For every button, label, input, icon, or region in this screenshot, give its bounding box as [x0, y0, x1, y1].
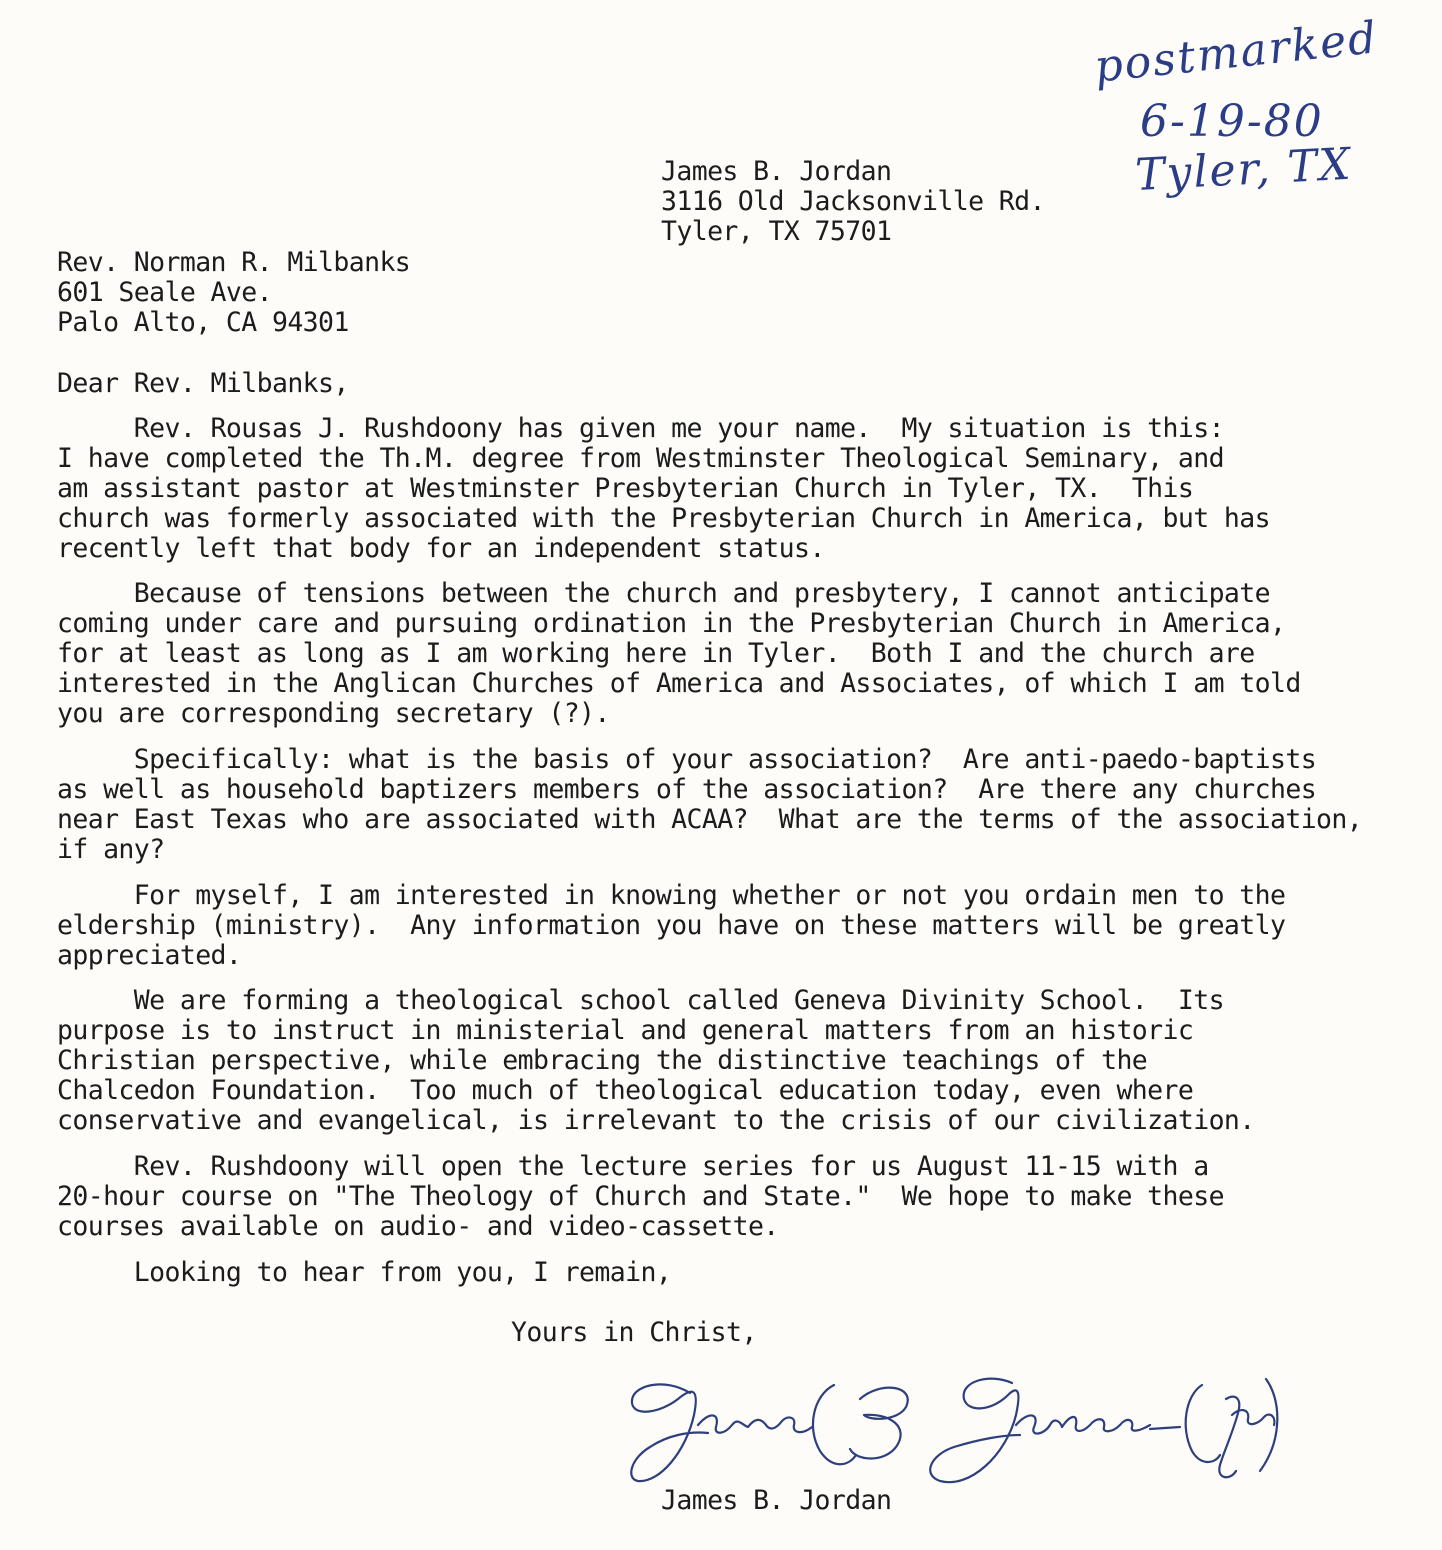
paragraph-1-line-3: am assistant pastor at Westminster Presbyterian Church in Tyler, TX. This: [57, 473, 1194, 504]
salutation: Dear Rev. Milbanks,: [57, 368, 349, 399]
paragraph-1-line-4: church was formerly associated with the Presbyterian Church in America, but has: [57, 503, 1270, 534]
paragraph-2-line-5: you are corresponding secretary (?).: [57, 698, 610, 729]
paragraph-5-line-3: Christian perspective, while embracing the distinctive teachings of the: [57, 1045, 1148, 1076]
recipient-city: Palo Alto, CA 94301: [57, 307, 349, 338]
postmark-note-line2: 6-19-80: [1140, 96, 1324, 147]
paragraph-1-line-5: recently left that body for an independent status.: [57, 533, 825, 564]
paragraph-3-line-2: as well as household baptizers members of the association? Are there any churches: [57, 774, 1317, 805]
paragraph-1-line-2: I have completed the Th.M. degree from Westminster Theological Seminary, and: [57, 443, 1224, 474]
typed-signature-name: James B. Jordan: [661, 1485, 892, 1516]
recipient-street: 601 Seale Ave.: [57, 277, 272, 308]
handwritten-signature: [620, 1355, 1280, 1495]
paragraph-4-line-1: For myself, I am interested in knowing whether or not you ordain men to the: [57, 880, 1286, 911]
sender-city: Tyler, TX 75701: [661, 216, 892, 247]
paragraph-6-line-3: courses available on audio- and video-cassette.: [57, 1211, 779, 1242]
paragraph-5-line-2: purpose is to instruct in ministerial and general matters from an historic: [57, 1015, 1194, 1046]
paragraph-6-line-1: Rev. Rushdoony will open the lecture series for us August 11-15 with a: [57, 1151, 1209, 1182]
paragraph-3-line-3: near East Texas who are associated with ACAA? What are the terms of the association,: [57, 804, 1363, 835]
paragraph-2-line-3: for at least as long as I am working here in Tyler. Both I and the church are: [57, 638, 1255, 669]
paragraph-5-line-5: conservative and evangelical, is irrelevant to the crisis of our civilization.: [57, 1105, 1255, 1136]
postmark-note-line1: postmarked: [1092, 12, 1381, 93]
paragraph-5-line-1: We are forming a theological school called Geneva Divinity School. Its: [57, 985, 1224, 1016]
recipient-name: Rev. Norman R. Milbanks: [57, 247, 411, 278]
sender-street: 3116 Old Jacksonville Rd.: [661, 186, 1045, 217]
postmark-note-line3: Tyler, TX: [1134, 138, 1354, 201]
paragraph-4-line-3: appreciated.: [57, 940, 242, 971]
closing: Yours in Christ,: [511, 1317, 757, 1348]
paragraph-2-line-4: interested in the Anglican Churches of America and Associates, of which I am told: [57, 668, 1301, 699]
paragraph-6-line-2: 20-hour course on "The Theology of Church and State." We hope to make these: [57, 1181, 1224, 1212]
paragraph-3-line-1: Specifically: what is the basis of your association? Are anti-paedo-baptists: [57, 744, 1317, 775]
paragraph-7-line-1: Looking to hear from you, I remain,: [57, 1257, 672, 1288]
paragraph-1-line-1: Rev. Rousas J. Rushdoony has given me your name. My situation is this:: [57, 413, 1224, 444]
paragraph-2-line-1: Because of tensions between the church and presbytery, I cannot anticipate: [57, 578, 1270, 609]
paragraph-3-line-4: if any?: [57, 834, 165, 865]
paragraph-2-line-2: coming under care and pursuing ordination in the Presbyterian Church in America,: [57, 608, 1286, 639]
sender-name: James B. Jordan: [661, 156, 892, 187]
paragraph-5-line-4: Chalcedon Foundation. Too much of theological education today, even where: [57, 1075, 1194, 1106]
paragraph-4-line-2: eldership (ministry). Any information you have on these matters will be greatly: [57, 910, 1286, 941]
